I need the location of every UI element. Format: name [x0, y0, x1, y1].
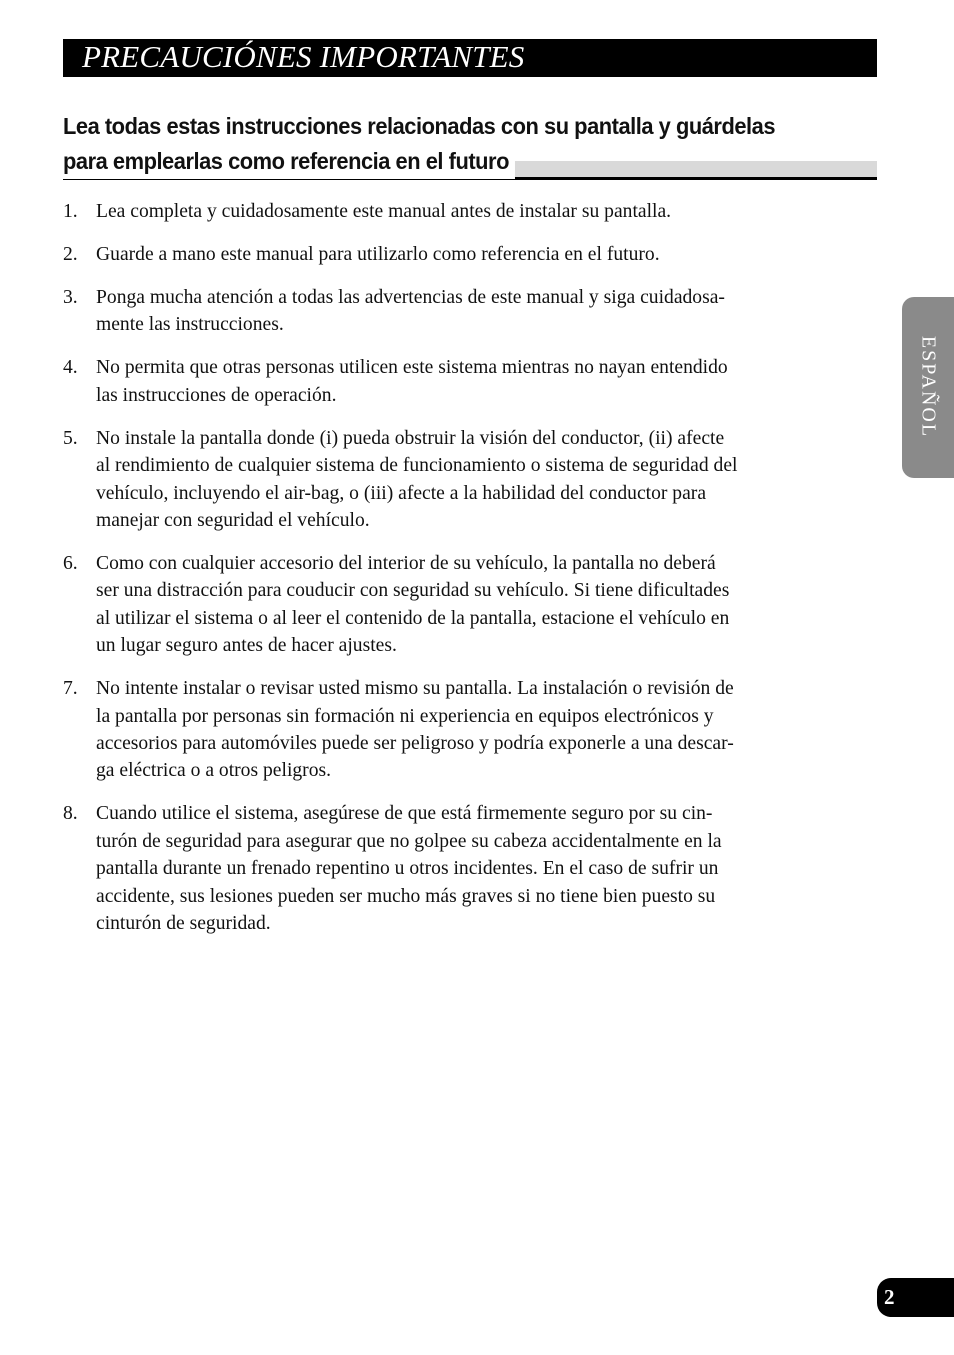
list-item-line: mente las instrucciones. — [96, 314, 284, 336]
list-item-line: vehículo, incluyendo el air-bag, o (iii) afecte a la habilidad del conductor para — [96, 482, 707, 504]
list-item-text — [96, 550, 853, 660]
list-item — [63, 550, 853, 660]
list-item-line: al utilizar el sistema o al leer el contenido de la pantalla, estacione el vehículo en — [96, 607, 730, 629]
list-item-line: Ponga mucha atención a todas las advertencias de este manual y siga cuidadosa- — [96, 287, 725, 308]
list-item-number: 2. — [63, 244, 78, 265]
list-item — [63, 241, 853, 268]
list-item-line: Guarde a mano este manual para utilizarlo como referencia en el futuro. — [96, 244, 660, 265]
list-item-line: No permita que otras personas utilicen este sistema mientras no nayan entendido — [96, 357, 728, 379]
language-tab — [902, 297, 954, 478]
list-item-line: Cuando utilice el sistema, asegúrese de que está firmemente seguro por su cin- — [96, 803, 713, 825]
list-item-line: manejar con seguridad el vehículo. — [96, 510, 370, 532]
list-item-number: 5. — [63, 427, 78, 449]
list-item-number: 8. — [63, 803, 78, 825]
list-item-line: la pantalla por personas sin formación ni experiencia en equipos electrónicos y — [96, 705, 714, 727]
list-item-line: No instale la pantalla donde (i) pueda obstruir la visión del conductor, (ii) afecte — [96, 427, 725, 449]
list-item-text — [96, 425, 853, 535]
list-item — [63, 284, 853, 339]
list-item-line: pantalla durante un frenado repentino u otros incidentes. En el caso de sufrir un — [96, 858, 719, 880]
list-item-number: 3. — [63, 287, 78, 308]
subheading — [63, 109, 820, 179]
list-item-line: al rendimiento de cualquier sistema de funcionamiento o sistema de seguridad del — [96, 455, 738, 477]
list-item-line: accidente, sus lesiones pueden ser mucho más graves si no tiene bien puesto su — [96, 885, 716, 907]
page-title: PRECAUCIÓNES IMPORTANTES — [82, 39, 525, 74]
section-title-bar — [63, 39, 877, 77]
list-item-line: Lea completa y cuidadosamente este manual antes de instalar su pantalla. — [96, 201, 672, 222]
list-item-number: 7. — [63, 678, 78, 700]
list-item-line: accesorios para automóviles puede ser peligroso y podría exponerle a una descar- — [96, 733, 734, 755]
list-item — [63, 800, 853, 937]
list-item — [63, 425, 853, 535]
list-item-line: No intente instalar o revisar usted mismo su pantalla. La instalación o revisión de — [96, 678, 734, 700]
list-item-number: 1. — [63, 201, 78, 222]
precautions-list — [63, 198, 853, 953]
list-item-text — [96, 241, 853, 268]
list-item-line: las instrucciones de operación. — [96, 384, 337, 406]
list-item-text — [96, 354, 853, 409]
list-item-text — [96, 284, 853, 339]
list-item-line: Como con cualquier accesorio del interior de su vehículo, la pantalla no deberá — [96, 553, 716, 575]
page-number-badge — [877, 1278, 954, 1317]
list-item-line: turón de seguridad para asegurar que no golpee su cabeza accidentalmente en la — [96, 830, 722, 852]
list-item-number: 6. — [63, 553, 78, 575]
list-item — [63, 354, 853, 409]
list-item-number: 4. — [63, 357, 78, 379]
list-item-line: cinturón de seguridad. — [96, 913, 271, 935]
list-item-text — [96, 198, 853, 225]
list-item — [63, 198, 853, 225]
list-item — [63, 675, 853, 785]
list-item-line: un lugar seguro antes de hacer ajustes. — [96, 635, 397, 657]
subheading-line-2: para emplearlas como referencia en el futuro — [63, 144, 515, 179]
list-item-line: ga eléctrica o a otros peligros. — [96, 760, 332, 782]
subheading-line-1: Lea todas estas instrucciones relacionadas con su pantalla y guárdelas — [63, 113, 776, 139]
list-item-text — [96, 800, 853, 937]
list-item-text — [96, 675, 853, 785]
language-tab-label: ESPAÑOL — [917, 335, 940, 439]
list-item-line: ser una distracción para couducir con seguridad su vehículo. Si tiene dificultades — [96, 580, 730, 602]
page-number: 2 — [884, 1285, 895, 1309]
